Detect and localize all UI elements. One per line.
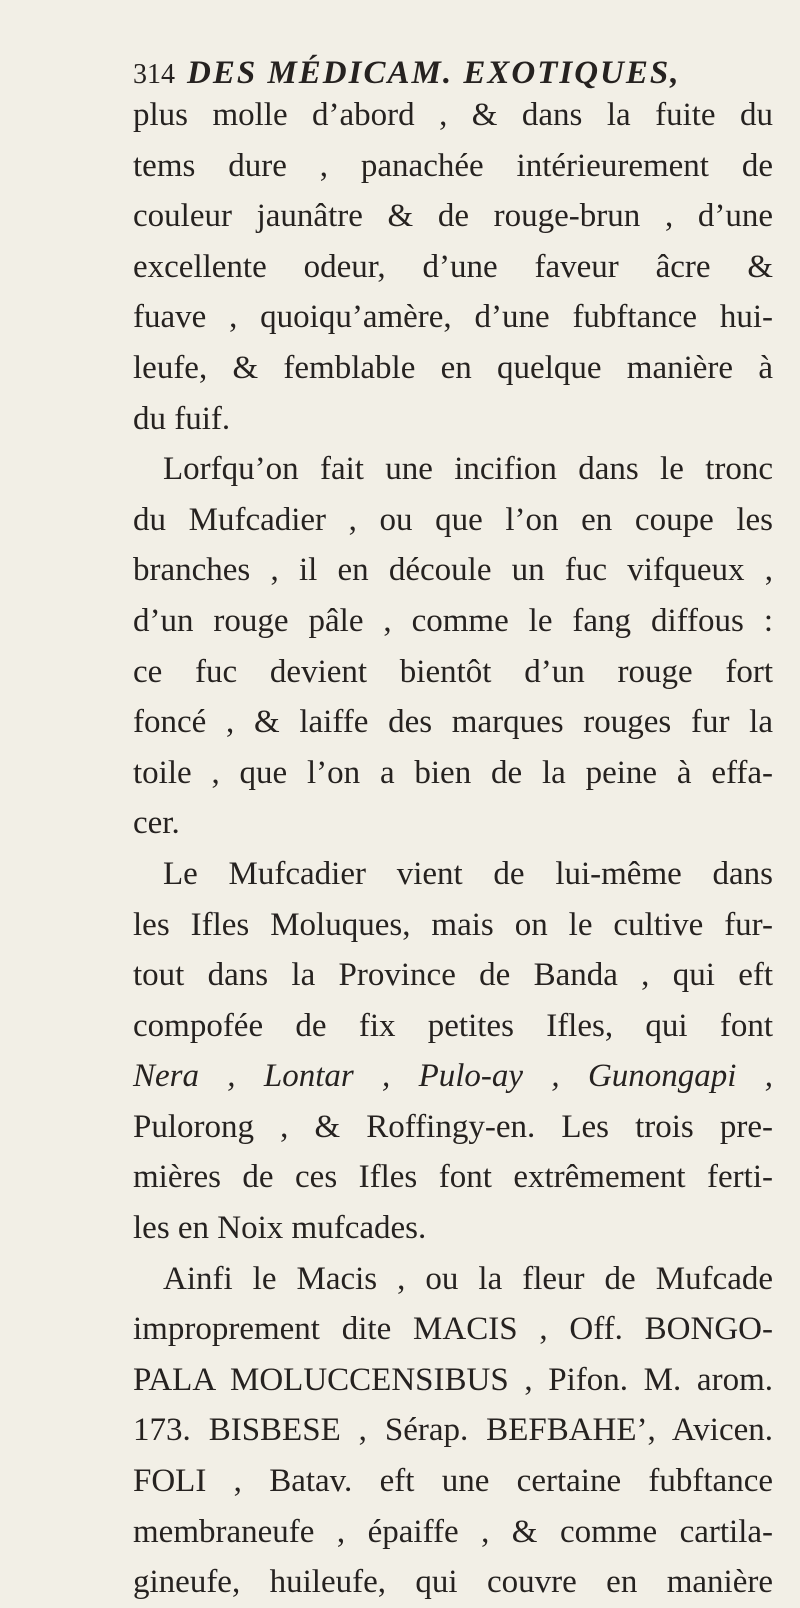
text-line: d’un rouge pâle , comme le fang diffous : bbox=[133, 602, 773, 639]
text-line: branches , il en découle un fuc vifqueux , bbox=[133, 552, 773, 589]
text-line: FOLI , Batav. eft une certaine fubftance bbox=[133, 1463, 773, 1500]
text-line: du Mufcadier , ou que l’on en coupe les bbox=[133, 501, 773, 538]
text-line: les Ifles Moluques, mais on le cultive fur- bbox=[133, 906, 773, 943]
text-line: leufe, & femblable en quelque manière à bbox=[133, 349, 773, 386]
text-line: 173. BISBESE , Sérap. BEFBAHE’, Avicen. bbox=[133, 1412, 773, 1449]
paragraph-start: Le Mufcadier vient de lui-même dans bbox=[163, 855, 773, 892]
text-line: compofée de fix petites Ifles, qui font bbox=[133, 1007, 773, 1044]
paragraph-start: Lorfqu’on fait une incifion dans le tronc bbox=[163, 451, 773, 488]
text-line: membraneufe , épaiffe , & comme cartila- bbox=[133, 1513, 773, 1550]
text-line: foncé , & laiffe des marques rouges fur la bbox=[133, 704, 773, 741]
running-title: DES MÉDICAM. EXOTIQUES, bbox=[187, 55, 681, 91]
text-line: toile , que l’on a bien de la peine à effa- bbox=[133, 754, 773, 791]
text-line: plus molle d’abord , & dans la fuite du bbox=[133, 97, 773, 133]
paragraph-start: Ainfi le Macis , ou la fleur de Mufcade bbox=[163, 1260, 773, 1297]
body-text bbox=[133, 90, 773, 1608]
text-line: gineufe, huileufe, qui couvre en manière bbox=[133, 1564, 773, 1601]
text-line: cer. bbox=[133, 805, 180, 842]
page-number: 314 bbox=[133, 59, 175, 90]
text-line: Pulorong , & Roffingy-en. Les trois pre- bbox=[133, 1108, 773, 1145]
text-line: ce fuc devient bientôt d’un rouge fort bbox=[133, 653, 773, 690]
text-line: tems dure , panachée intérieurement de bbox=[133, 147, 773, 184]
text-line: mières de ces Ifles font extrêmement ferti- bbox=[133, 1159, 773, 1196]
text-line: excellente odeur, d’une faveur âcre & bbox=[133, 248, 773, 285]
text-line: Nera , Lontar , Pulo-ay , Gunongapi , bbox=[133, 1058, 773, 1095]
text-line: fuave , quoiqu’amère, d’une fubftance hui- bbox=[133, 299, 773, 336]
text-line: tout dans la Province de Banda , qui eft bbox=[133, 957, 773, 994]
text-line: du fuif. bbox=[133, 400, 231, 437]
text-line: couleur jaunâtre & de rouge-brun , d’une bbox=[133, 198, 773, 235]
text-line: les en Noix mufcades. bbox=[133, 1210, 427, 1247]
text-line: improprement dite MACIS , Off. BONGO- bbox=[133, 1311, 773, 1348]
text-line: PALA MOLUCCENSIBUS , Pifon. M. arom. bbox=[133, 1361, 773, 1398]
